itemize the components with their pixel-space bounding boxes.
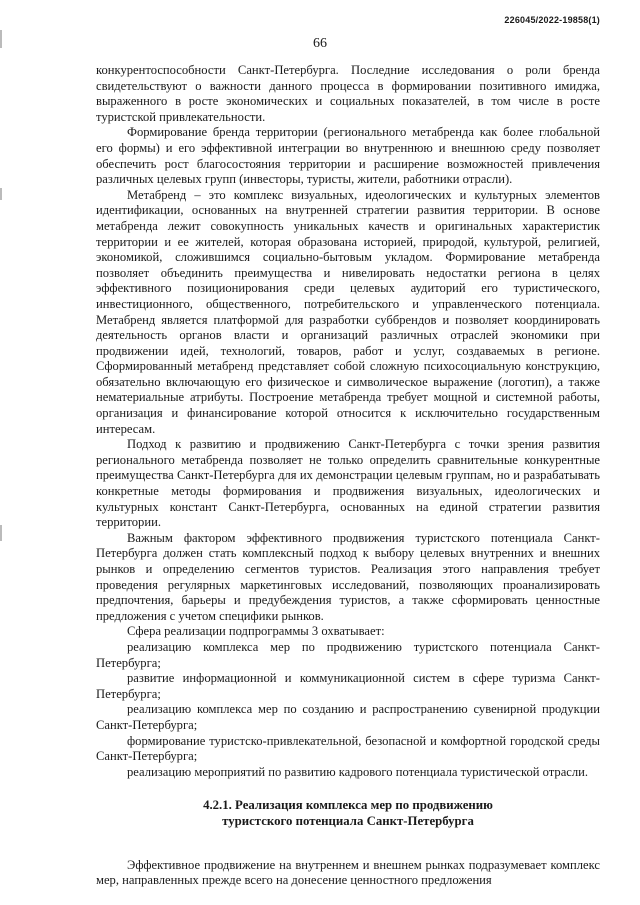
section-heading-line: туристского потенциала Санкт-Петербурга (222, 813, 474, 828)
list-item: реализацию мероприятий по развитию кадрового потенциала туристической отрасли. (127, 764, 589, 779)
paragraph: Формирование бренда территории (регионального метабренда как более глобальной его формы) и его эффективной интеграции во внутреннюю и внешнюю среду позволяет обеспечить рост благосостояния территории и расширение возможностей привлечения различных целевых групп (инвесторы, туристы, жители, работники отрасли). (96, 125, 600, 187)
list-item: реализацию комплекса мер по продвижению туристского потенциала Санкт-Петербурга; (96, 639, 600, 670)
paragraph: Метабренд – это комплекс визуальных, идеологических и культурных элементов идентификации, основанных на внутренней стратегии развития территории. В основе метабренда лежит совокупность уникальных качеств и оригинальных характеристик территории и ее жителей, которая образована историей, природой, культурой, религией, экономикой, сложившимся социально-бытовым укладом. Формирование метабренда позволяет объединить преимущества и нивелировать недостатки региона в целях эффективного позиционирования среди целевых аудиторий его туристического, инвестиционного, общественного, потребительского и управленческого потенциала. Метабренд является платформой для разработки суббрендов и позволяет координировать деятельность органов власти и организаций различных отраслей экономики при продвижении идей, технологий, товаров, работ и услуг, создаваемых в регионе. Сформированный метабренд представляет собой сложную психосоциальную конструкцию, обязательно включающую его физическое и символическое выражение (логотип), а также нематериальные атрибуты. Построение метабренда требует мощной и системной работы, организация и финансирование которой относится к исключительно государственным интересам. (96, 187, 600, 436)
paragraph: конкурентоспособности Санкт-Петербурга. Последние исследования о роли бренда свидетельствуют о важности данного процесса в формировании позитивного имиджа, выраженного в росте экономических и социальных показателей, в том числе в росте туристской привлекательности. (96, 63, 600, 124)
section-heading-line: 4.2.1. Реализация комплекса мер по продвижению (203, 798, 493, 813)
paragraph: Важным фактором эффективного продвижения туристского потенциала Санкт-Петербурга должен стать комплексный подход к выбору целевых внутренних и внешних рынков и определению сегментов туристов. Реализация этого направления требует проведения регулярных маркетинговых исследований, позволяющих проанализировать предпочтения, барьеры и предубеждения туристов, а также сформировать ценностные предложения с учетом специфики рынков. (96, 530, 600, 623)
list-item: развитие информационной и коммуникационной систем в сфере туризма Санкт-Петербурга; (96, 671, 600, 701)
paragraph: Подход к развитию и продвижению Санкт-Петербурга с точки зрения развития регионального метабренда позволяет не только определить сравнительные конкурентные преимущества Санкт-Петербурга для их демонстрации целевым группам, но и разрабатывать конкретные методы формирования и продвижения визуальных, идеологических и культурных констант Санкт-Петербурга, основанных на единой стратегии развития территории. (96, 437, 600, 530)
scan-edge-mark (0, 525, 2, 541)
document-number: 226045/2022-19858(1) (504, 15, 600, 25)
list-item: формирование туристско-привлекательной, безопасной и комфортной городской среды Санкт-Петербурга; (96, 733, 600, 764)
page-number: 66 (313, 36, 327, 51)
section-heading (96, 798, 600, 829)
body-text (96, 63, 600, 889)
paragraph: Эффективное продвижение на внутреннем и внешнем рынках подразумевает комплекс мер, направленных прежде всего на донесение ценностного предложения (96, 857, 600, 888)
list-item: реализацию комплекса мер по созданию и распространению сувенирной продукции Санкт-Петербурга; (96, 702, 600, 732)
paragraph: Сфера реализации подпрограммы 3 охватывает: (127, 624, 385, 639)
scan-edge-mark (0, 188, 2, 200)
